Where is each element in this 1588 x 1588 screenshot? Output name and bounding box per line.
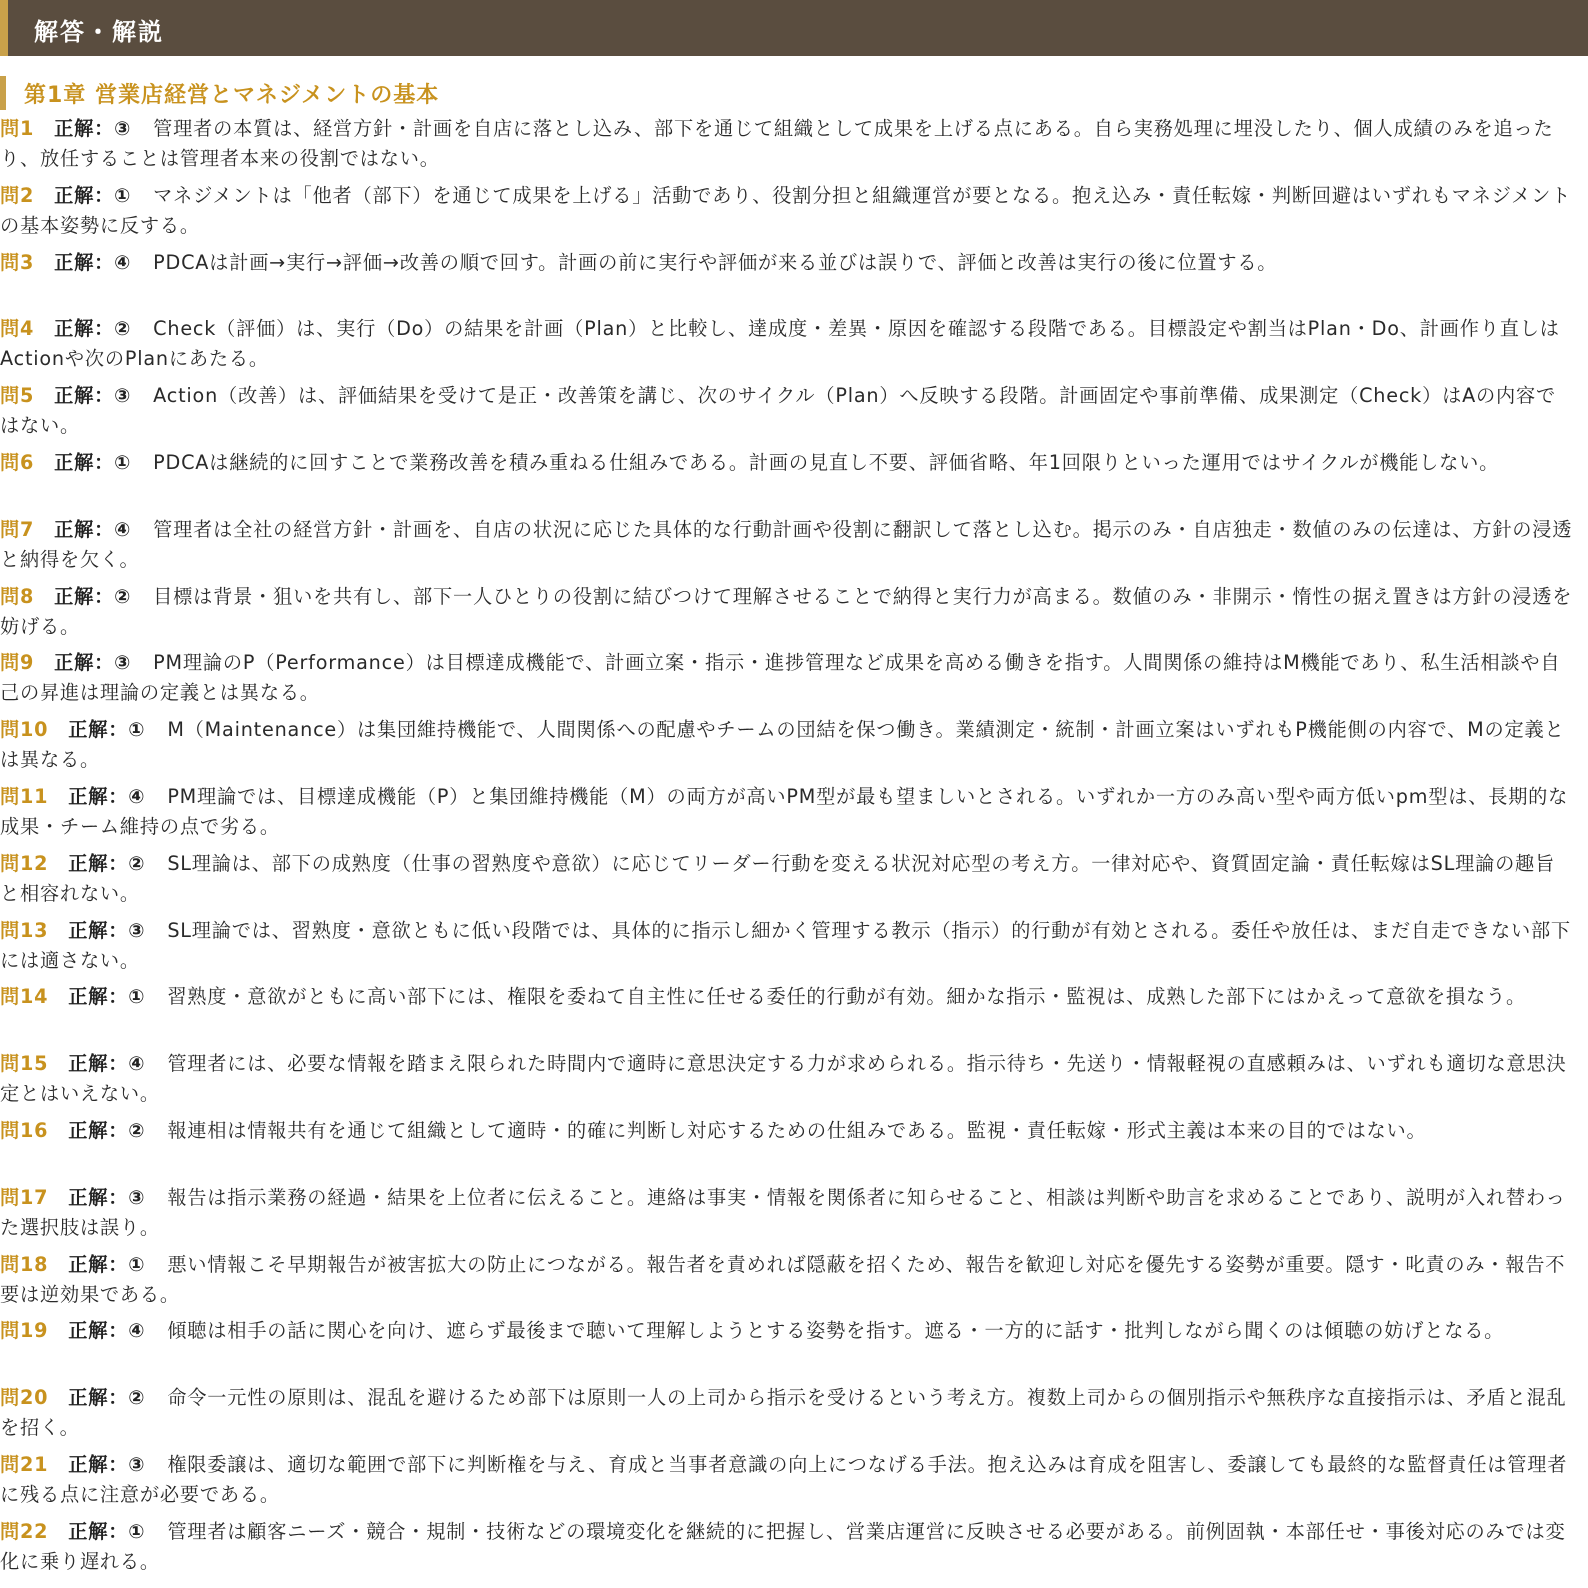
correct-answer: 正解：③ (54, 384, 132, 408)
question-number: 問9 (0, 651, 35, 675)
explanation-text: 管理者の本質は、経営方針・計画を自店に落とし込み、部下を通じて組織として成果を上げる点にある。自ら実務処理に埋没したり、個人成績のみを追ったり、放任することは管理者本来の役割ではない。 (0, 117, 1554, 170)
question-number: 問18 (0, 1252, 49, 1276)
correct-answer: 正解：② (68, 1386, 146, 1410)
question-number: 問4 (0, 317, 35, 341)
explanation-text: Action（改善）は、評価結果を受けて是正・改善策を講じ、次のサイクル（Plan）へ反映する段階。計画固定や事前準備、成果測定（Check）はAの内容ではない。 (0, 384, 1556, 438)
question-number: 問7 (0, 517, 35, 541)
question-number: 問11 (0, 784, 49, 808)
answer-item (0, 248, 1588, 315)
question-number: 問22 (0, 1519, 49, 1543)
explanation-text: 傾聴は相手の話に関心を向け、遮らず最後まで聴いて理解しようとする姿勢を指す。遮る・一方的に話す・批判しながら聞くのは傾聴の妨げとなる。 (167, 1319, 1505, 1343)
chapter-heading (0, 76, 1588, 110)
answer-item (0, 1383, 1588, 1450)
answer-item (0, 916, 1588, 983)
answer-item (0, 1049, 1588, 1116)
answer-item (0, 782, 1588, 849)
correct-answer: 正解：① (68, 1519, 146, 1543)
answer-item (0, 114, 1588, 181)
answer-item (0, 982, 1588, 1049)
explanation-text: 報告は指示業務の経過・結果を上位者に伝えること。連絡は事実・情報を関係者に知らせること、相談は判断や助言を求めることであり、説明が入れ替わった選択肢は誤り。 (0, 1185, 1566, 1239)
correct-answer: 正解：① (68, 718, 146, 742)
page-title: 解答・解説 (34, 18, 164, 46)
correct-answer: 正解：② (68, 851, 146, 875)
answer-item (0, 314, 1588, 381)
explanation-text: PDCAは計画→実行→評価→改善の順で回す。計画の前に実行や評価が来る並びは誤りで、評価と改善は実行の後に位置する。 (153, 250, 1278, 274)
answer-item (0, 1316, 1588, 1383)
explanation-text: PDCAは継続的に回すことで業務改善を積み重ねる仕組みである。計画の見直し不要、評価省略、年1回限りといった運用ではサイクルが機能しない。 (153, 450, 1500, 474)
answer-item (0, 1116, 1588, 1183)
answer-item (0, 648, 1588, 715)
question-number: 問14 (0, 985, 49, 1009)
answer-item (0, 515, 1588, 582)
correct-answer: 正解：③ (68, 918, 146, 942)
question-number: 問10 (0, 718, 49, 742)
question-number: 問20 (0, 1386, 49, 1410)
explanation-text: 習熟度・意欲がともに高い部下には、権限を委ねて自主性に任せる委任的行動が有効。細かな指示・監視は、成熟した部下にはかえって意欲を損なう。 (167, 985, 1526, 1009)
explanation-text: PM理論では、目標達成機能（P）と集団維持機能（M）の両方が高いPM型が最も望ましいとされる。いずれか一方のみ高い型や両方低いpm型は、長期的な成果・チーム維持の点で劣る。 (0, 784, 1569, 838)
question-number: 問13 (0, 918, 49, 942)
correct-answer: 正解：④ (54, 517, 132, 541)
correct-answer: 正解：① (54, 183, 132, 207)
correct-answer: 正解：② (68, 1118, 146, 1142)
explanation-text: SL理論は、部下の成熟度（仕事の習熟度や意欲）に応じてリーダー行動を変える状況対応型の考え方。一律対応や、資質固定論・責任転嫁はSL理論の趣旨と相容れない。 (0, 851, 1556, 905)
correct-answer: 正解：③ (54, 651, 132, 675)
question-number: 問2 (0, 183, 35, 207)
explanation-text: 悪い情報こそ早期報告が被害拡大の防止につながる。報告者を責めれば隠蔽を招くため、報告を歓迎し対応を優先する姿勢が重要。隠す・叱責のみ・報告不要は逆効果である。 (0, 1252, 1566, 1306)
explanation-text: 管理者には、必要な情報を踏まえ限られた時間内で適時に意思決定する力が求められる。指示待ち・先送り・情報軽視の直感頼みは、いずれも適切な意思決定とはいえない。 (0, 1052, 1567, 1106)
explanation-text: M（Maintenance）は集団維持機能で、人間関係への配慮やチームの団結を保つ働き。業績測定・統制・計画立案はいずれもP機能側の内容で、Mの定義とは異なる。 (0, 718, 1565, 772)
explanation-text: 目標は背景・狙いを共有し、部下一人ひとりの役割に結びつけて理解させることで納得と実行力が高まる。数値のみ・非開示・惰性の据え置きは方針の浸透を妨げる。 (0, 584, 1573, 638)
answer-item (0, 381, 1588, 448)
question-number: 問17 (0, 1185, 49, 1209)
explanation-text: マネジメントは「他者（部下）を通じて成果を上げる」活動であり、役割分担と組織運営が要となる。抱え込み・責任転嫁・判断回避はいずれもマネジメントの基本姿勢に反する。 (0, 183, 1572, 237)
correct-answer: 正解：③ (68, 1185, 146, 1209)
answer-item (0, 849, 1588, 916)
correct-answer: 正解：① (68, 985, 146, 1009)
correct-answer: 正解：③ (54, 117, 132, 140)
explanation-text: PM理論のP（Performance）は目標達成機能で、計画立案・指示・進捗管理など成果を高める働きを指す。人間関係の維持はM機能であり、私生活相談や自己の昇進は理論の定義とは異なる。 (0, 651, 1561, 705)
answer-item (0, 448, 1588, 515)
correct-answer: 正解：① (68, 1252, 146, 1276)
question-number: 問3 (0, 250, 35, 274)
explanation-text: 報連相は情報共有を通じて組織として適時・的確に判断し対応するための仕組みである。監視・責任転嫁・形式主義は本来の目的ではない。 (167, 1118, 1427, 1142)
explanation-text: 管理者は全社の経営方針・計画を、自店の状況に応じた具体的な行動計画や役割に翻訳して落とし込む。掲示のみ・自店独走・数値のみの伝達は、方針の浸透と納得を欠く。 (0, 517, 1573, 571)
answer-item (0, 1517, 1588, 1584)
answer-item (0, 1450, 1588, 1517)
explanation-text: SL理論では、習熟度・意欲ともに低い段階では、具体的に指示し細かく管理する教示（指示）的行動が有効とされる。委任や放任は、まだ自走できない部下には適さない。 (0, 918, 1571, 972)
correct-answer: 正解：② (54, 584, 132, 608)
answer-list (0, 114, 1588, 1584)
question-number: 問16 (0, 1118, 49, 1142)
correct-answer: 正解：④ (68, 1052, 146, 1076)
answer-item (0, 1250, 1588, 1317)
correct-answer: 正解：③ (68, 1452, 146, 1476)
question-number: 問5 (0, 384, 35, 408)
question-number: 問8 (0, 584, 35, 608)
question-number: 問12 (0, 851, 49, 875)
header-bar (0, 0, 1588, 56)
explanation-text: 管理者は顧客ニーズ・競合・規制・技術などの環境変化を継続的に把握し、営業店運営に反映させる必要がある。前例固執・本部任せ・事後対応のみでは変化に乗り遅れる。 (0, 1519, 1566, 1573)
correct-answer: 正解：② (54, 317, 132, 341)
correct-answer: 正解：① (54, 450, 132, 474)
explanation-text: 権限委譲は、適切な範囲で部下に判断権を与え、育成と当事者意識の向上につなげる手法。抱え込みは育成を阻害し、委譲しても最終的な監督責任は管理者に残る点に注意が必要である。 (0, 1452, 1568, 1506)
question-number: 問21 (0, 1452, 49, 1476)
correct-answer: 正解：④ (68, 784, 146, 808)
answer-item (0, 582, 1588, 649)
answer-item (0, 715, 1588, 782)
question-number: 問15 (0, 1052, 49, 1076)
correct-answer: 正解：④ (54, 250, 132, 274)
question-number: 問6 (0, 450, 35, 474)
question-number: 問1 (0, 117, 35, 140)
answer-item (0, 1183, 1588, 1250)
explanation-text: 命令一元性の原則は、混乱を避けるため部下は原則一人の上司から指示を受けるという考え方。複数上司からの個別指示や無秩序な直接指示は、矛盾と混乱を招く。 (0, 1386, 1567, 1440)
question-number: 問19 (0, 1319, 49, 1343)
correct-answer: 正解：④ (68, 1319, 146, 1343)
explanation-text: Check（評価）は、実行（Do）の結果を計画（Plan）と比較し、達成度・差異・原因を確認する段階である。目標設定や割当はPlan・Do、計画作り直しはActionや次のPlanにあたる。 (0, 317, 1560, 371)
answer-item (0, 181, 1588, 248)
chapter-title: 第1章 営業店経営とマネジメントの基本 (24, 83, 440, 108)
